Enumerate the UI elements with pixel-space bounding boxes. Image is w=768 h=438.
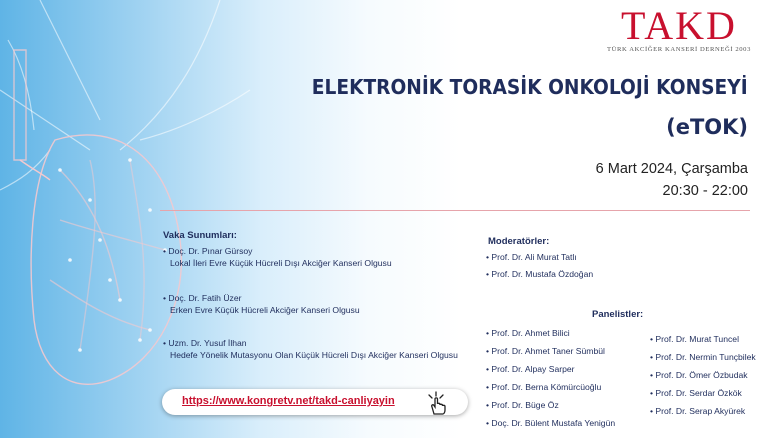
hand-pointer-click-icon bbox=[423, 390, 453, 416]
panelist-item: • Prof. Dr. Ahmet Taner Sümbül bbox=[486, 346, 605, 356]
panelist-item: • Prof. Dr. Ömer Özbudak bbox=[650, 370, 748, 380]
event-subtitle: (eTOK) bbox=[666, 115, 748, 139]
panelist-item: • Doç. Dr. Bülent Mustafa Yenigün bbox=[486, 418, 616, 428]
panelist-item: • Prof. Dr. Nermin Tunçbilek bbox=[650, 352, 756, 362]
moderators-heading: Moderatörler: bbox=[488, 236, 550, 247]
case-presenter: • Uzm. Dr. Yusuf İlhan bbox=[163, 338, 247, 348]
panelist-item: • Prof. Dr. Serdar Özkök bbox=[650, 388, 742, 398]
logo-subtitle: TÜRK AKCİĞER KANSERİ DERNEĞİ 2003 bbox=[607, 46, 751, 53]
panelist-item: • Prof. Dr. Alpay Sarper bbox=[486, 364, 575, 374]
case-presentations-heading: Vaka Sunumları: bbox=[163, 230, 237, 241]
lung-illustration bbox=[0, 0, 300, 438]
logo-wordmark: TAKD bbox=[621, 3, 737, 48]
livestream-link[interactable]: https://www.kongretv.net/takd-canliyayin bbox=[182, 395, 395, 407]
panelist-item: • Prof. Dr. Murat Tuncel bbox=[650, 334, 739, 344]
panelist-item: • Prof. Dr. Serap Akyürek bbox=[650, 406, 746, 416]
moderator-item: • Prof. Dr. Ali Murat Tatlı bbox=[486, 252, 577, 262]
takd-logo bbox=[596, 3, 762, 58]
case-topic: Lokal İleri Evre Küçük Hücreli Dışı Akciğer Kanseri Olgusu bbox=[170, 258, 392, 268]
divider bbox=[160, 210, 750, 211]
panelist-item: • Prof. Dr. Büge Öz bbox=[486, 400, 559, 410]
panelists-heading: Panelistler: bbox=[592, 309, 644, 320]
event-title: ELEKTRONİK TORASİK ONKOLOJİ KONSEYİ bbox=[312, 75, 748, 99]
panelist-item: • Prof. Dr. Berna Kömürcüoğlu bbox=[486, 382, 602, 392]
case-topic: Erken Evre Küçük Hücreli Akciğer Kanseri Olgusu bbox=[170, 305, 360, 315]
event-time: 20:30 - 22:00 bbox=[662, 183, 748, 199]
panelist-item: • Prof. Dr. Ahmet Bilici bbox=[486, 328, 570, 338]
case-topic: Hedefe Yönelik Mutasyonu Olan Küçük Hücreli Dışı Akciğer Kanseri Olgusu bbox=[170, 350, 458, 360]
case-presenter: • Doç. Dr. Pınar Gürsoy bbox=[163, 246, 253, 256]
case-presenter: • Doç. Dr. Fatih Üzer bbox=[163, 293, 242, 303]
event-date: 6 Mart 2024, Çarşamba bbox=[595, 161, 748, 177]
moderator-item: • Prof. Dr. Mustafa Özdoğan bbox=[486, 269, 594, 279]
